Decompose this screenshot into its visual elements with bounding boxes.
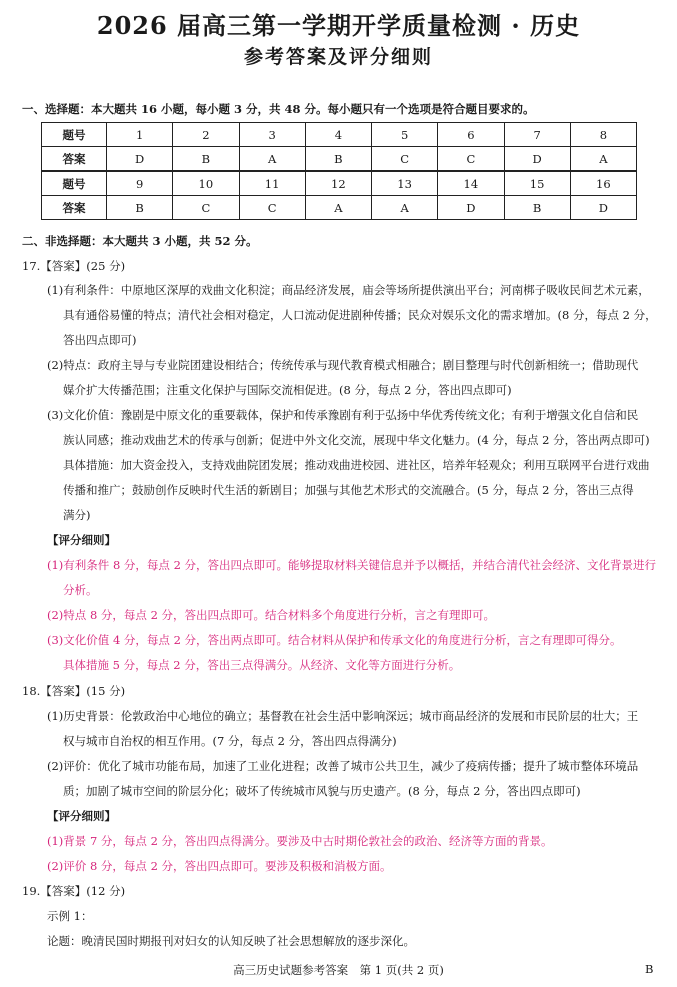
table-cell: 12 (305, 172, 371, 196)
table-cell: C (239, 196, 305, 220)
table-cell-label: 答案 (42, 147, 107, 171)
table-cell: B (107, 196, 173, 220)
table-row (42, 147, 637, 171)
q17-rubric2: (2)特点 8 分，每点 2 分，答出四点即可。结合材料多个角度进行分析，言之有理即可。 (47, 608, 496, 622)
section2-heading: 二、非选择题：本大题共 3 小题，共 52 分。 (22, 234, 258, 248)
table-cell: 5 (372, 123, 438, 147)
q19-header: 19.【答案】(12 分) (22, 884, 126, 898)
page-footer: 高三历史试题参考答案 第 1 页(共 2 页) (233, 963, 444, 977)
version-mark: B (645, 962, 654, 976)
q18-rubric-header: 【评分细则】 (47, 809, 116, 823)
table-cell: B (504, 196, 570, 220)
q18-part2-line1: (2)评价：优化了城市功能布局，加速了工业化进程；改善了城市公共卫生，减少了疫病传播；提升了城市整体环境品 (47, 759, 639, 773)
table-row (42, 196, 637, 220)
table-cell-label: 答案 (42, 196, 107, 220)
table-cell: 10 (173, 172, 239, 196)
table-row (42, 123, 637, 147)
table-cell: 6 (438, 123, 504, 147)
table-cell: B (173, 147, 239, 171)
table-cell: 2 (173, 123, 239, 147)
table-cell: A (372, 196, 438, 220)
q17-part3-line3: 具体措施：加大资金投入，支持戏曲院团发展；推动戏曲进校园、进社区，培养年轻观众；利用互联网平台进行戏曲 (63, 458, 650, 472)
table-cell: 3 (239, 123, 305, 147)
table-cell: A (570, 147, 636, 171)
table-cell: 16 (570, 172, 636, 196)
answer-table-2 (41, 171, 637, 220)
q17-part1-line1: (1)有利条件：中原地区深厚的戏曲文化积淀；商品经济发展，庙会等场所提供演出平台；河南梆子吸收民间艺术元素， (47, 283, 650, 297)
q18-rubric2: (2)评价 8 分，每点 2 分，答出四点即可。要涉及积极和消极方面。 (47, 859, 392, 873)
table-cell: A (239, 147, 305, 171)
q17-part2-line2: 媒介扩大传播范围；注重文化保护与国际交流相促进。(8 分，每点 2 分，答出四点即可) (63, 383, 512, 397)
q18-part1-line1: (1)历史背景：伦敦政治中心地位的确立；基督教在社会生活中影响深远；城市商品经济的发展和市民阶层的壮大；王 (47, 709, 639, 723)
table-cell: 9 (107, 172, 173, 196)
answer-table-1 (41, 122, 637, 171)
q17-rubric-header: 【评分细则】 (47, 533, 116, 547)
table-cell: D (107, 147, 173, 171)
table-cell: 15 (504, 172, 570, 196)
table-cell: A (305, 196, 371, 220)
table-cell: 13 (372, 172, 438, 196)
page-subtitle: 参考答案及评分细则 (243, 46, 433, 68)
q17-part3-line5: 满分) (63, 508, 91, 522)
table-cell: C (173, 196, 239, 220)
q17-part1-line3: 答出四点即可) (63, 333, 137, 347)
table-cell: B (305, 147, 371, 171)
table-cell-label: 题号 (42, 172, 107, 196)
table-cell: 4 (305, 123, 371, 147)
q17-part1-line2: 具有通俗易懂的特点；清代社会相对稳定，人口流动促进剧种传播；民众对娱乐文化的需求增加。(8 分，每点 2 分， (63, 308, 657, 322)
table-cell: C (438, 147, 504, 171)
q17-part3-line2: 族认同感；推动戏曲艺术的传承与创新；促进中外文化交流，展现中华文化魅力。(4 分，每点 2 分，答出两点即可) (63, 433, 650, 447)
table-cell: 8 (570, 123, 636, 147)
q18-part2-line2: 质；加剧了城市空间的阶层分化；破坏了传统城市风貌与历史遗产。(8 分，每点 2 分，答出四点即可) (63, 784, 581, 798)
q19-example-label: 示例 1： (47, 909, 93, 923)
section1-heading: 一、选择题：本大题共 16 小题，每小题 3 分，共 48 分。每小题只有一个选项是符合题目要求的。 (22, 102, 535, 116)
table-cell: 7 (504, 123, 570, 147)
table-cell: D (504, 147, 570, 171)
q17-part2-line1: (2)特点：政府主导与专业院团建设相结合；传统传承与现代教育模式相融合；剧目整理与时代创新相统一；借助现代 (47, 358, 639, 372)
page-title: 2026 届高三第一学期开学质量检测 · 历史 (96, 11, 581, 40)
table-cell: D (570, 196, 636, 220)
q18-part1-line2: 权与城市自治权的相互作用。(7 分，每点 2 分，答出四点得满分) (63, 734, 397, 748)
q17-rubric1-line1: (1)有利条件 8 分，每点 2 分，答出四点即可。能够提取材料关键信息并予以概括，并结合清代社会经济、文化背景进行 (47, 558, 657, 572)
q17-rubric1-line2: 分析。 (63, 583, 98, 597)
table-cell: C (372, 147, 438, 171)
q19-thesis: 论题：晚清民国时期报刊对妇女的认知反映了社会思想解放的逐步深化。 (47, 934, 415, 948)
q17-part3-line1: (3)文化价值：豫剧是中原文化的重要载体，保护和传承豫剧有利于弘扬中华优秀传统文化；有利于增强文化自信和民 (47, 408, 639, 422)
table-cell: D (438, 196, 504, 220)
table-row (42, 172, 637, 196)
q17-header: 17.【答案】(25 分) (22, 259, 126, 273)
q17-rubric3-line1: (3)文化价值 4 分，每点 2 分，答出两点即可。结合材料从保护和传承文化的角度进行分析，言之有理即可得分。 (47, 633, 622, 647)
q18-header: 18.【答案】(15 分) (22, 684, 126, 698)
table-cell: 1 (107, 123, 173, 147)
q18-rubric1: (1)背景 7 分，每点 2 分，答出四点得满分。要涉及中古时期伦敦社会的政治、经济等方面的背景。 (47, 834, 553, 848)
q17-rubric3-line2: 具体措施 5 分，每点 2 分，答出三点得满分。从经济、文化等方面进行分析。 (63, 658, 461, 672)
table-cell-label: 题号 (42, 123, 107, 147)
table-cell: 14 (438, 172, 504, 196)
q17-part3-line4: 传播和推广；鼓励创作反映时代生活的新剧目；加强与其他艺术形式的交流融合。(5 分，每点 2 分，答出三点得 (63, 483, 634, 497)
table-cell: 11 (239, 172, 305, 196)
